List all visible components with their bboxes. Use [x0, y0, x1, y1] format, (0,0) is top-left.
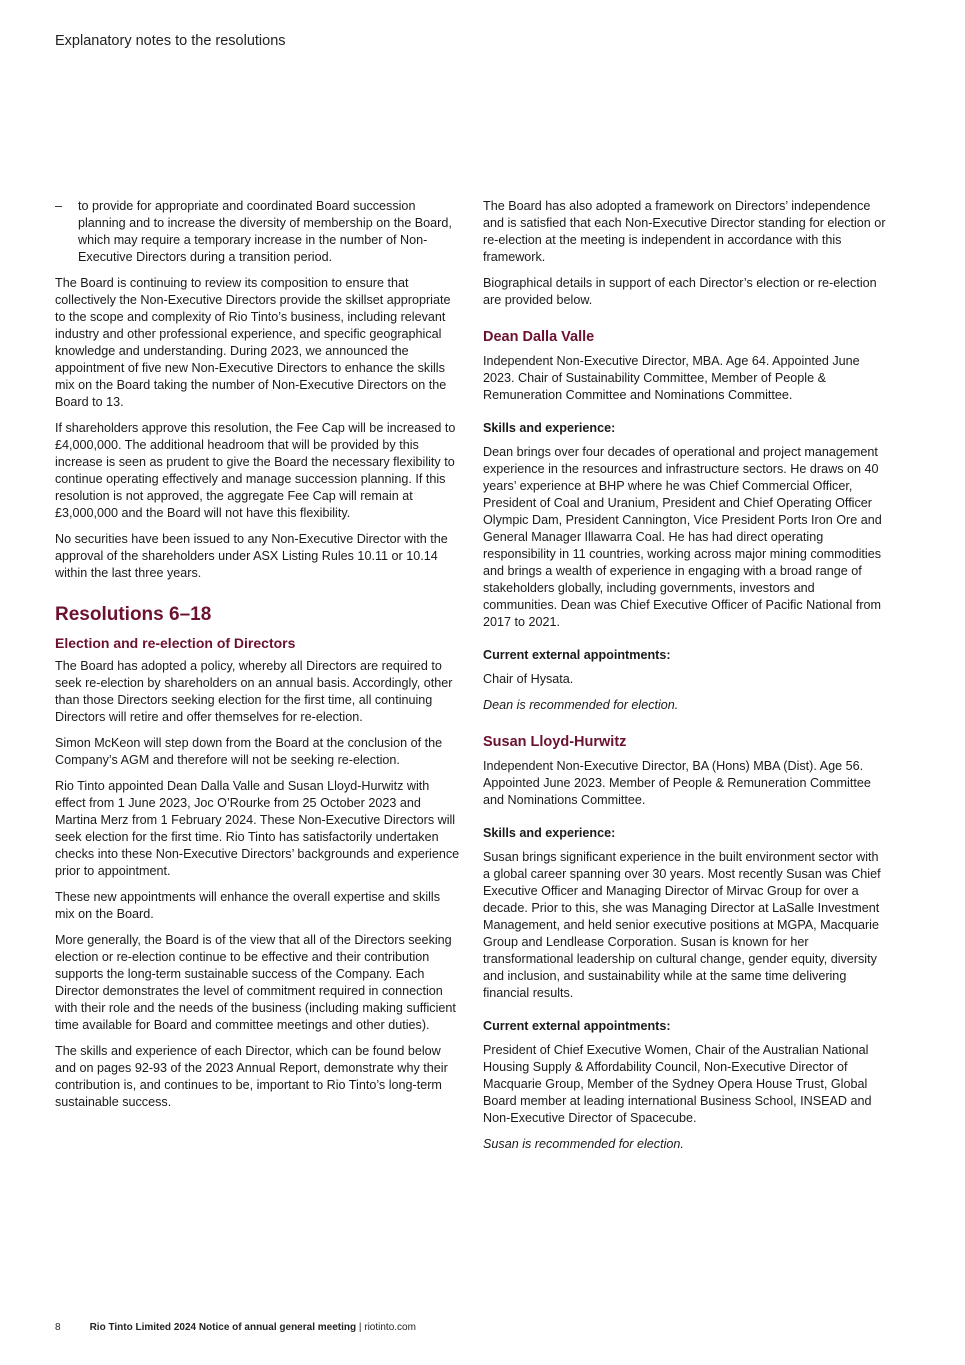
bullet-item [55, 198, 461, 266]
skills-label: Skills and experience: [483, 826, 616, 840]
director-summary: Independent Non-Executive Director, BA (Hons) MBA (Dist). Age 56. Appointed June 2023. Member of People & Remuneration Committee and Nominations Committee. [483, 759, 871, 807]
recommendation: Dean is recommended for election. [483, 698, 679, 712]
director-summary: Independent Non-Executive Director, MBA. Age 64. Appointed June 2023. Chair of Sustainability Committee, Member of People & Remuneration Committee and Nominations Committee. [483, 354, 860, 402]
paragraph: If shareholders approve this resolution, the Fee Cap will be increased to £4,000,000. The additional headroom that will be provided by this increase is seen as prudent to give the Board the necessary flexibility to continue operating effectively and manage succession planning. If this resolution is not approved, the aggregate Fee Cap will remain at £3,000,000 and the Board will not have this flexibility. [55, 421, 456, 520]
paragraph: Rio Tinto appointed Dean Dalla Valle and Susan Lloyd-Hurwitz with effect from 1 June 2023, Joc O’Rourke from 25 October 2023 and Martina Merz from 1 February 2024. These Non-Executive Directors will seek election for the first time. Rio Tinto has satisfactorily undertaken checks into these Non-Executive Directors’ backgrounds and experience prior to appointment. [55, 779, 460, 878]
publication-title: Rio Tinto Limited 2024 Notice of annual general meeting [89, 1322, 357, 1333]
paragraph: The Board has adopted a policy, whereby all Directors are required to seek re-election by shareholders on an annual basis. Accordingly, other than those Directors seeking election for the first time, all continuing Directors will retire and offer themselves for re-election. [55, 659, 453, 724]
right-column [483, 198, 887, 1162]
left-column [55, 198, 461, 1120]
paragraph: More generally, the Board is of the view that all of the Directors seeking election or re-election continue to be effective and their contribution supports the long-term sustainable success of the Company. Each Director demonstrates the level of commitment required in connection with their role and the needs of the business (including making sufficient time available for Board and committee meetings and other duties). [55, 933, 456, 1032]
appointments-label: Current external appointments: [483, 648, 671, 662]
paragraph: Simon McKeon will step down from the Board at the conclusion of the Company’s AGM and therefore will not be seeking re-election. [55, 736, 443, 767]
paragraph: No securities have been issued to any Non-Executive Director with the approval of the shareholders under ASX Listing Rules 10.11 or 10.14 within the last three years. [55, 532, 448, 580]
paragraph: The skills and experience of each Director, which can be found below and on pages 92-93 of the 2023 Annual Report, demonstrate why their contribution is, and continues to be, important to Rio Tinto’s long-term sustainable success. [55, 1044, 448, 1109]
page-number: 8 [55, 1322, 61, 1333]
appointments-text: Chair of Hysata. [483, 672, 574, 686]
page-footer [55, 1322, 416, 1333]
paragraph: These new appointments will enhance the overall expertise and skills mix on the Board. [55, 890, 441, 921]
director-name-susan: Susan Lloyd-Hurwitz [483, 734, 627, 750]
footer-separator: | [356, 1322, 365, 1333]
appointments-label: Current external appointments: [483, 1019, 671, 1033]
recommendation: Susan is recommended for election. [483, 1137, 684, 1151]
paragraph: The Board has also adopted a framework on Directors’ independence and is satisfied that each Non-Executive Director standing for election or re-election at the meeting is independent in accordance with this framework. [483, 199, 886, 264]
director-name-dean: Dean Dalla Valle [483, 329, 595, 345]
skills-label: Skills and experience: [483, 421, 616, 435]
bullet-dash: – [55, 199, 63, 213]
appointments-text: President of Chief Executive Women, Chair of the Australian National Housing Supply & Affordability Council, Non-Executive Director of Macquarie Group, Member of the Sydney Opera House Trust, Global Board member at leading international Business School, INSEAD and Non-Executive Director of Spacecube. [483, 1043, 872, 1125]
bullet-text: to provide for appropriate and coordinated Board succession planning and to increase the diversity of membership on the Board, which may require a temporary increase in the number of Non-Executive Directors during a transition period. [78, 199, 452, 264]
paragraph: The Board is continuing to review its composition to ensure that collectively the Non-Executive Directors provide the skillset appropriate to the scope and complexity of Rio Tinto’s business, including relevant industry and other professional experience, and specific geographical knowledge and understanding. During 2023, we announced the appointment of five new Non-Executive Directors to enhance the skills mix on the Board taking the number of Non-Executive Directors on the Board to 13. [55, 276, 451, 409]
skills-text: Susan brings significant experience in the built environment sector with a global career spanning over 30 years. Most recently Susan was Chief Executive Officer and Managing Director of Mirvac Group for over a decade. Prior to this, she was Managing Director at LaSalle Investment Management, and held senior executive positions at MGPA, Macquarie Group and Lendlease Corporation. Susan is known for her transformational leadership on cultural change, gender equity, diversity and inclusion, and sustainability while at the same time delivering financial results. [483, 850, 881, 1000]
skills-text: Dean brings over four decades of operational and project management experience in the resources and infrastructure sectors. He draws on 40 years’ experience at BHP where he was Chief Commercial Officer, President of Coal and Uranium, President and Chief Operating Officer Olympic Dam, President Cannington, Vice President Ports Iron Ore and General Manager Illawarra Coal. He has had direct operating responsibility in 11 countries, working across major mining commodities and brings a wealth of experience in engaging with a broad range of stakeholders globally, including governments, investors and communities. Dean was Chief Executive Officer of Pacific National from 2017 to 2021. [483, 445, 882, 629]
page-header-title: Explanatory notes to the resolutions [55, 33, 286, 49]
paragraph: Biographical details in support of each Director’s election or re-election are provided below. [483, 276, 877, 307]
section-heading: Resolutions 6–18 [55, 604, 212, 625]
website-link[interactable]: riotinto.com [364, 1322, 416, 1333]
section-subheading: Election and re-election of Directors [55, 635, 296, 651]
